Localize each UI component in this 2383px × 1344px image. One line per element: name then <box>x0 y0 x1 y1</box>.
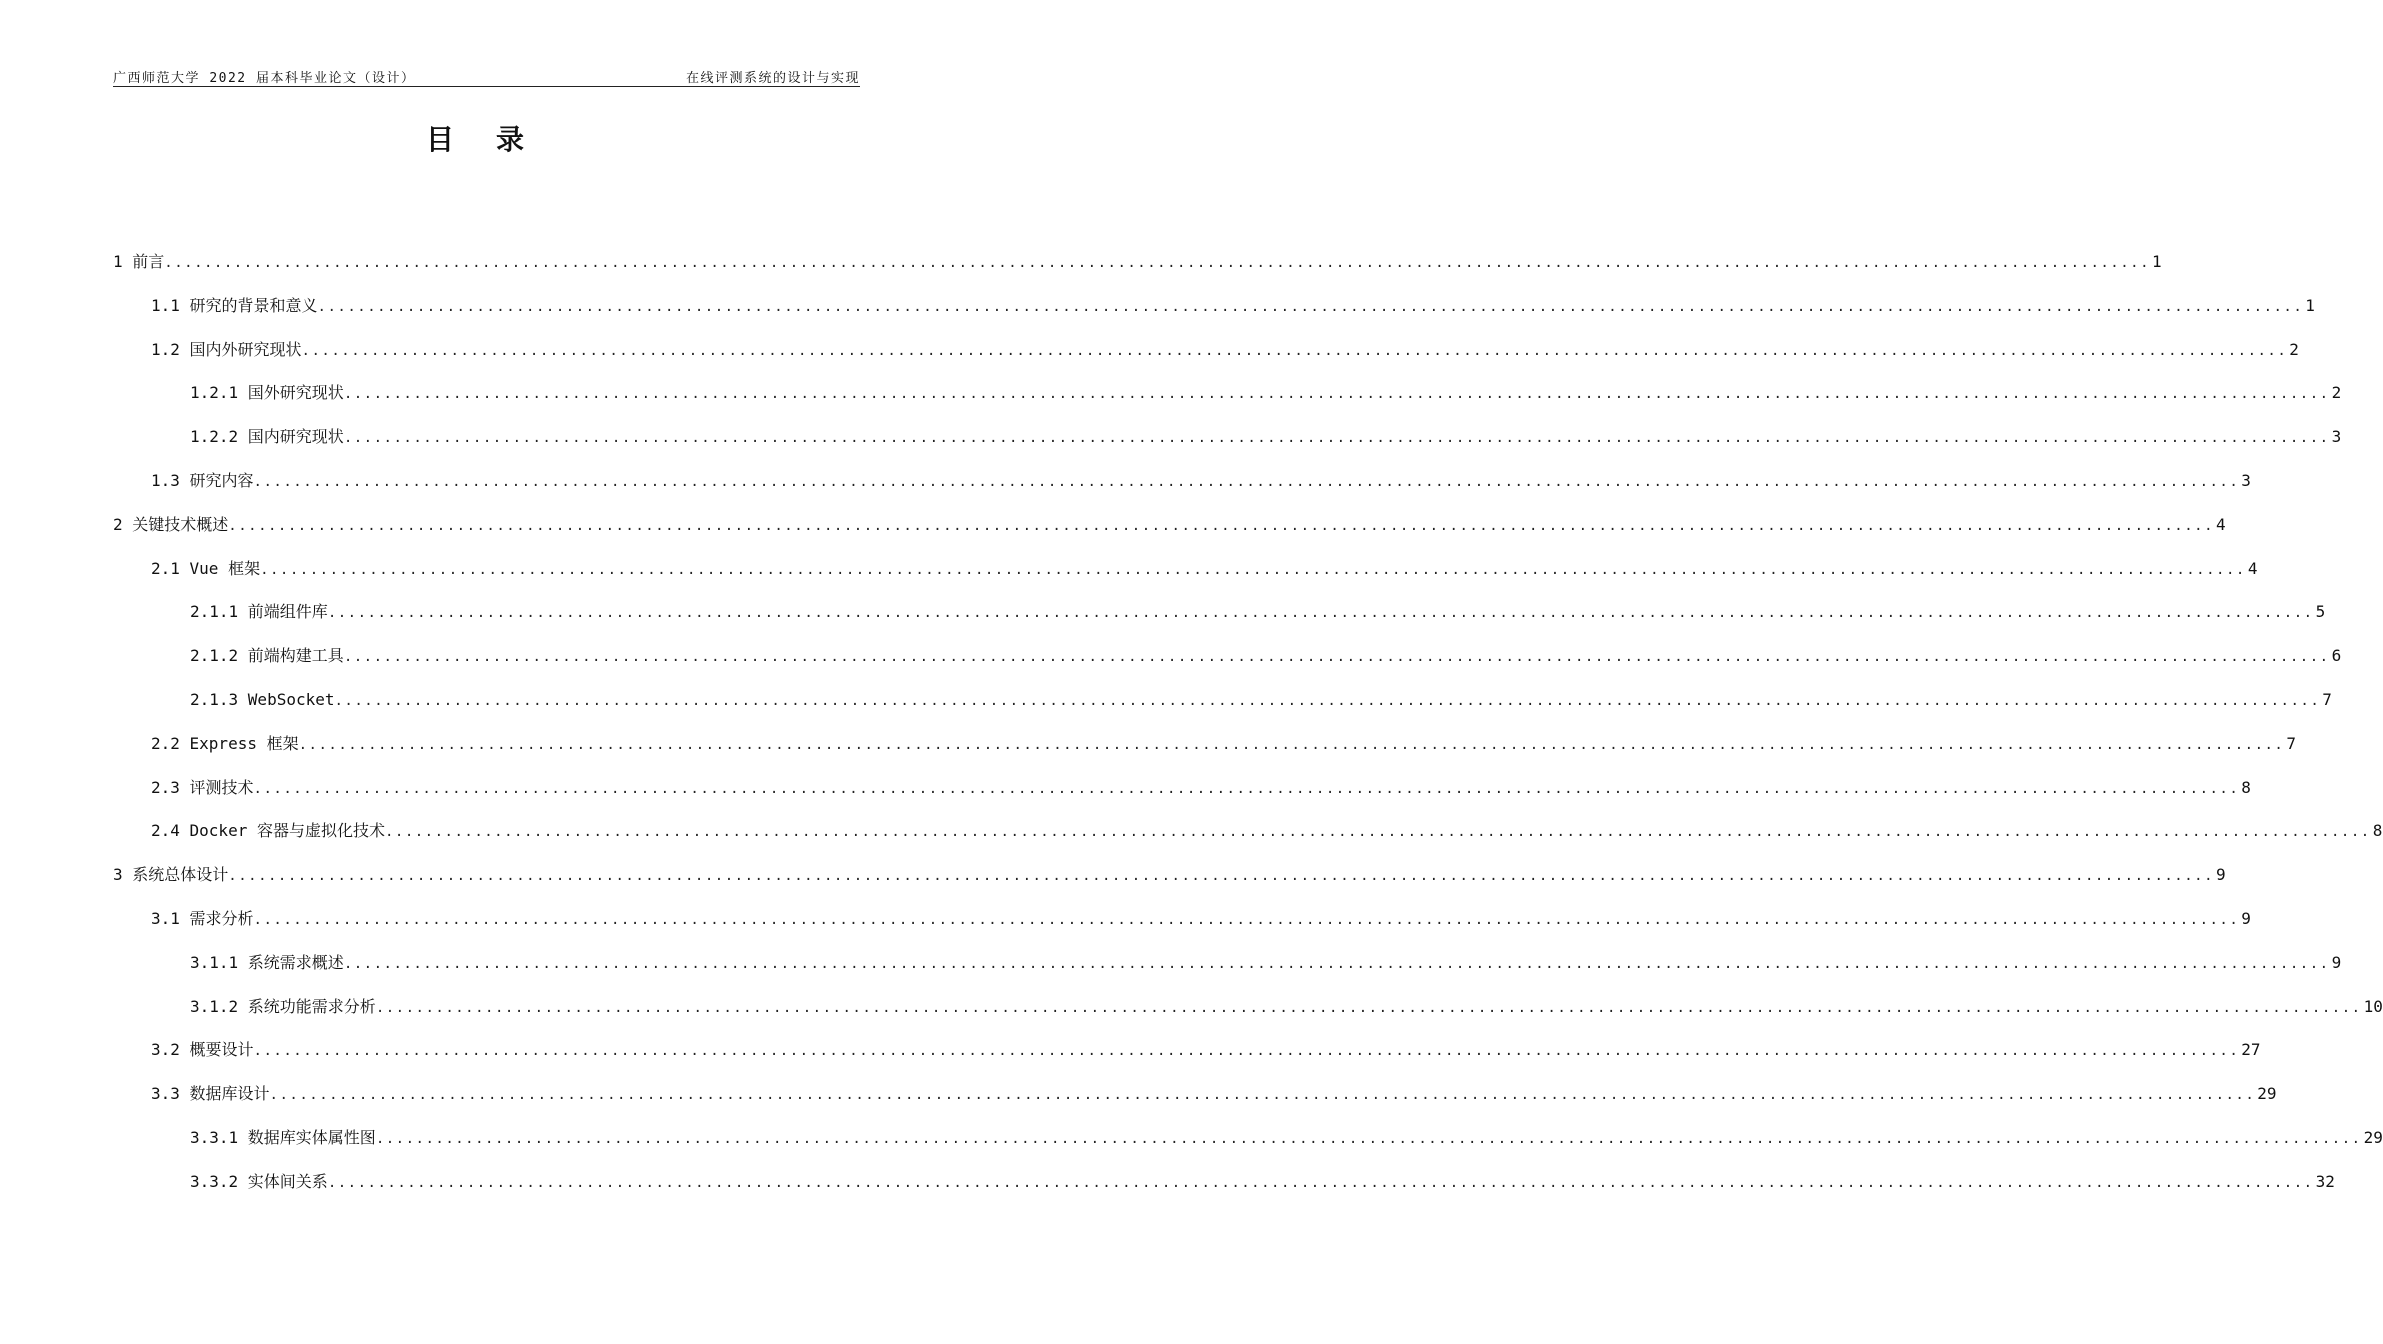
page-header <box>113 64 860 87</box>
toc-entry[interactable] <box>113 863 2226 887</box>
toc-dot-leader: ........................................................................................................................................................................................................ <box>228 517 2215 534</box>
toc-page-number: 6 <box>2331 646 2342 666</box>
toc-entry[interactable] <box>113 513 2226 537</box>
toc-page-number: 1 <box>2305 295 2315 315</box>
toc-dot-leader: ........................................................................................................................................................................................................ <box>298 736 2285 753</box>
toc-entry[interactable] <box>190 951 2342 975</box>
toc-entry-label: 1.1 研究的背景和意义 <box>151 295 318 315</box>
toc-dot-leader: ........................................................................................................................................................................................................ <box>384 824 2371 841</box>
toc-entry-label: 2.3 评测技术 <box>151 777 254 797</box>
toc-entry-label: 2.1.3 WebSocket <box>190 690 335 709</box>
toc-entry[interactable] <box>151 907 2251 931</box>
toc-dot-leader: ........................................................................................................................................................................................................ <box>253 474 2240 490</box>
toc-dot-leader: ........................................................................................................................................................................................................ <box>260 561 2246 578</box>
toc-page-number: 2 <box>2331 383 2342 403</box>
toc-page-number: 7 <box>2286 733 2296 753</box>
toc-entry-label: 1 前言 <box>113 252 165 271</box>
toc-dot-leader: ........................................................................................................................................................................................................ <box>253 1043 2240 1060</box>
toc-page-number: 4 <box>2247 558 2258 578</box>
toc-page-number: 9 <box>2241 909 2251 928</box>
toc-entry-label: 3.2 概要设计 <box>151 1040 254 1060</box>
toc-dot-leader: ........................................................................................................................................................................................................ <box>343 386 2330 403</box>
toc-dot-leader: ........................................................................................................................................................................................................ <box>269 1087 2256 1104</box>
toc-entry[interactable] <box>190 381 2342 405</box>
toc-entry-label: 3.3.1 数据库实体属性图 <box>190 1128 376 1147</box>
toc-page-number: 9 <box>2216 865 2226 885</box>
toc-entry[interactable] <box>151 469 2251 493</box>
toc-entry[interactable] <box>151 1038 2261 1062</box>
toc-entry-label: 2 关键技术概述 <box>113 514 229 534</box>
toc-title: 目录 <box>425 123 566 156</box>
toc-page-number: 3 <box>2331 427 2342 447</box>
toc-entry[interactable] <box>151 338 2299 362</box>
toc-dot-leader: ........................................................................................................................................................................................................ <box>375 999 2362 1016</box>
toc-page-number: 7 <box>2322 690 2332 709</box>
header-university-thesis: 广西师范大学 2022 届本科毕业论文（设计） <box>113 71 416 86</box>
toc-entry-label: 2.1.1 前端组件库 <box>190 602 328 622</box>
toc-page-number: 8 <box>2372 821 2383 841</box>
toc-dot-leader: ........................................................................................................................................................................................................ <box>253 780 2240 797</box>
toc-entry[interactable] <box>190 1126 2383 1150</box>
toc-page-number: 32 <box>2315 1171 2335 1191</box>
toc-entry-label: 3.3.2 实体间关系 <box>190 1171 328 1191</box>
toc-dot-leader: ........................................................................................................................................................................................................ <box>317 298 2304 315</box>
toc-dot-leader: ........................................................................................................................................................................................................ <box>327 605 2314 622</box>
toc-entry-label: 2.1.2 前端构建工具 <box>190 646 344 666</box>
toc-entry-label: 3.1.1 系统需求概述 <box>190 952 344 972</box>
toc-entry[interactable] <box>151 1082 2277 1106</box>
toc-entry[interactable] <box>190 688 2332 712</box>
toc-page-number: 27 <box>2241 1040 2261 1060</box>
toc-page-number: 5 <box>2315 602 2326 622</box>
toc-dot-leader: ........................................................................................................................................................................................................ <box>343 649 2330 666</box>
toc-dot-leader: ........................................................................................................................................................................................................ <box>343 430 2330 447</box>
toc-entry[interactable] <box>190 425 2342 449</box>
toc-dot-leader: ........................................................................................................................................................................................................ <box>228 868 2215 885</box>
toc-entry-label: 2.2 Express 框架 <box>151 733 299 753</box>
toc-dot-leader: ........................................................................................................................................................................................................ <box>343 955 2330 972</box>
toc-dot-leader: ........................................................................................................................................................................................................ <box>327 1174 2314 1191</box>
toc-page-number: 8 <box>2241 777 2251 797</box>
toc-entry[interactable] <box>190 600 2326 624</box>
toc-page-number: 1 <box>2152 252 2162 271</box>
toc-dot-leader: ........................................................................................................................................................................................................ <box>253 912 2240 928</box>
toc-page-number: 3 <box>2241 471 2251 490</box>
toc-page-number: 29 <box>2257 1084 2277 1104</box>
header-thesis-title: 在线评测系统的设计与实现 <box>685 71 860 86</box>
toc-page-number: 2 <box>2289 339 2299 359</box>
toc-entry-label: 1.2.1 国外研究现状 <box>190 383 344 403</box>
toc-entry[interactable] <box>190 644 2342 668</box>
toc-entry-label: 1.2 国内外研究现状 <box>151 339 302 359</box>
toc-page-number: 9 <box>2331 952 2342 972</box>
toc-entry[interactable] <box>151 819 2383 843</box>
toc-page-number: 29 <box>2363 1128 2383 1147</box>
toc-entry-label: 3.1 需求分析 <box>151 909 254 928</box>
toc-dot-leader: ........................................................................................................................................................................................................ <box>334 693 2321 709</box>
toc-entry[interactable] <box>151 294 2315 318</box>
toc-entry-label: 3 系统总体设计 <box>113 865 229 885</box>
toc-dot-leader: ........................................................................................................................................................................................................ <box>301 342 2288 359</box>
toc-entry-label: 2.1 Vue 框架 <box>151 558 261 578</box>
toc-entry-label: 1.2.2 国内研究现状 <box>190 427 344 447</box>
toc-entry[interactable] <box>151 732 2296 756</box>
toc-dot-leader: ........................................................................................................................................................................................................ <box>164 255 2151 271</box>
toc-entry[interactable] <box>190 1170 2335 1194</box>
toc-entry[interactable] <box>151 557 2258 581</box>
toc-entry[interactable] <box>113 250 2162 274</box>
toc-dot-leader: ........................................................................................................................................................................................................ <box>375 1131 2362 1147</box>
toc-entry-label: 1.3 研究内容 <box>151 471 254 490</box>
toc-page-number: 4 <box>2216 514 2226 534</box>
toc-entry-label: 3.1.2 系统功能需求分析 <box>190 996 376 1016</box>
toc-entry[interactable] <box>151 776 2251 800</box>
toc-entry[interactable] <box>190 995 2383 1019</box>
toc-page-number: 10 <box>2363 996 2383 1016</box>
toc-entry-label: 3.3 数据库设计 <box>151 1084 270 1104</box>
toc-entry-label: 2.4 Docker 容器与虚拟化技术 <box>151 821 385 841</box>
